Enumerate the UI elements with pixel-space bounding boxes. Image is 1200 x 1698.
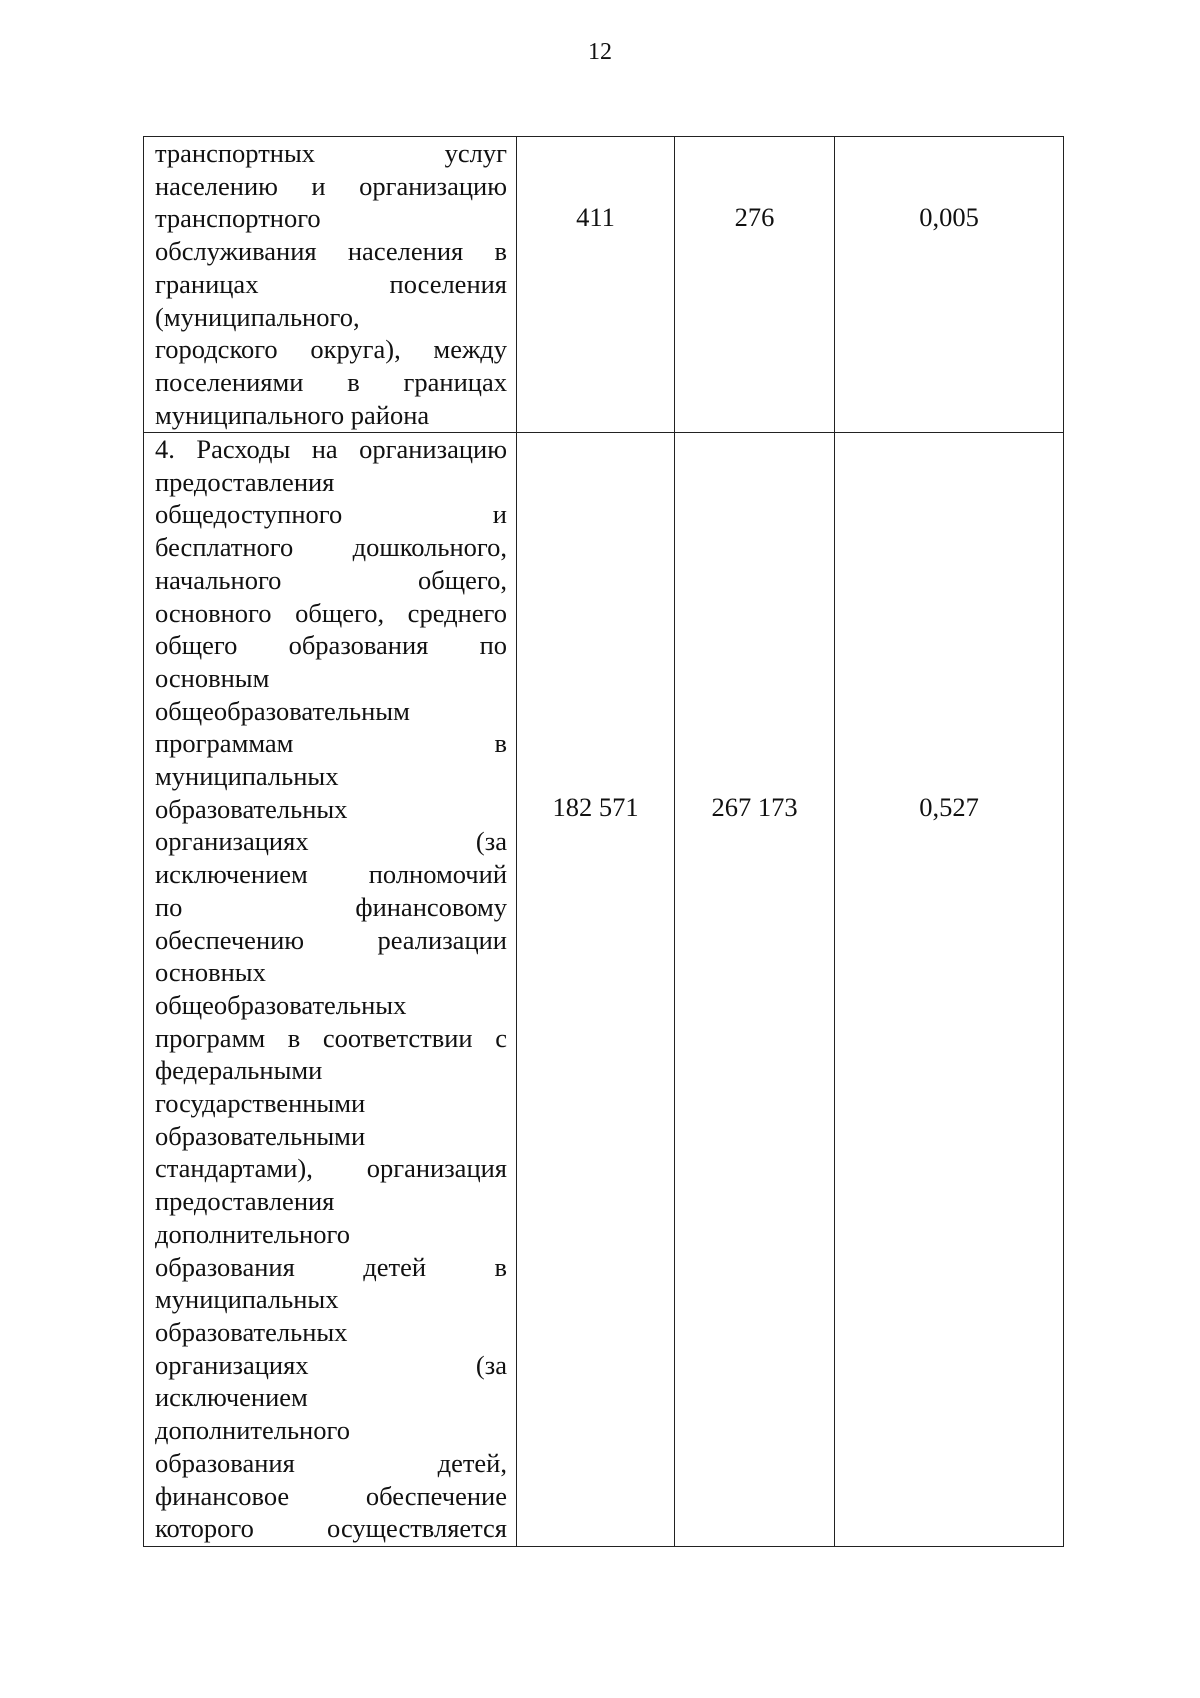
description-line: программам в bbox=[155, 728, 507, 759]
description-line: обеспечению реализации bbox=[155, 924, 507, 955]
value-cell-1 bbox=[517, 433, 675, 1547]
description-line: организациях (за bbox=[155, 826, 507, 857]
page-number: 12 bbox=[588, 39, 612, 65]
description-line: городского округа), между bbox=[155, 334, 507, 365]
description-line: дополнительного bbox=[155, 1415, 350, 1446]
description-line: 4. Расходы на организацию bbox=[155, 434, 507, 464]
description-line: государственными bbox=[155, 1088, 366, 1119]
description-line: транспортных услуг bbox=[155, 138, 507, 168]
description-line: населению и организацию bbox=[155, 170, 507, 201]
description-line: общеобразовательным bbox=[155, 695, 410, 726]
description-line: организациях (за bbox=[155, 1349, 507, 1380]
value-cell-3 bbox=[835, 137, 1064, 433]
value-text: 182 571 bbox=[552, 792, 639, 822]
description-line: образовательных bbox=[155, 1316, 348, 1347]
description-line: основного общего, среднего bbox=[155, 597, 507, 628]
row-description bbox=[144, 433, 517, 1547]
table-row bbox=[144, 433, 1064, 1547]
value-cell-1 bbox=[517, 137, 675, 433]
value-text: 0,005 bbox=[919, 202, 979, 232]
description-line: (муниципального, bbox=[155, 301, 360, 332]
description-line: начального общего, bbox=[155, 564, 507, 595]
description-line: образовательными bbox=[155, 1120, 366, 1151]
description-line: которого осуществляется bbox=[155, 1513, 507, 1544]
description-line: основных bbox=[155, 957, 266, 988]
table-row bbox=[144, 137, 1064, 433]
description-line: образования детей, bbox=[155, 1447, 507, 1478]
description-line: стандартами), организация bbox=[155, 1153, 507, 1184]
description-line: программ в соответствии с bbox=[155, 1022, 507, 1053]
description-line: муниципальных bbox=[155, 1284, 339, 1315]
description-line: общеобразовательных bbox=[155, 989, 407, 1020]
description-line: предоставления bbox=[155, 466, 335, 497]
description-line: образования детей в bbox=[155, 1251, 507, 1282]
description-line: обслуживания населения в bbox=[155, 236, 507, 267]
description-line: основным bbox=[155, 662, 270, 693]
description-line: муниципальных bbox=[155, 761, 339, 792]
description-line: дополнительного bbox=[155, 1218, 350, 1249]
description-line: муниципального района bbox=[155, 399, 430, 430]
value-text: 276 bbox=[734, 202, 775, 232]
value-text: 411 bbox=[576, 202, 615, 232]
description-line: финансовое обеспечение bbox=[155, 1480, 507, 1511]
description-line: исключением полномочий bbox=[155, 859, 507, 890]
description-line: границах поселения bbox=[155, 268, 507, 299]
description-line: предоставления bbox=[155, 1186, 335, 1217]
value-text: 267 173 bbox=[711, 792, 798, 822]
description-line: образовательных bbox=[155, 793, 348, 824]
value-text: 0,527 bbox=[919, 792, 979, 822]
value-cell-2 bbox=[675, 433, 835, 1547]
description-line: общедоступного и bbox=[155, 499, 507, 530]
description-line: общего образования по bbox=[155, 630, 507, 661]
value-cell-3 bbox=[835, 433, 1064, 1547]
description-line: исключением bbox=[155, 1382, 308, 1413]
budget-table bbox=[143, 136, 1064, 1547]
description-line: транспортного bbox=[155, 203, 321, 234]
description-line: по финансовому bbox=[155, 891, 507, 922]
description-line: поселениями в границах bbox=[155, 366, 507, 397]
row-description bbox=[144, 137, 517, 433]
description-line: федеральными bbox=[155, 1055, 323, 1086]
description-line: бесплатного дошкольного, bbox=[155, 532, 507, 563]
value-cell-2 bbox=[675, 137, 835, 433]
